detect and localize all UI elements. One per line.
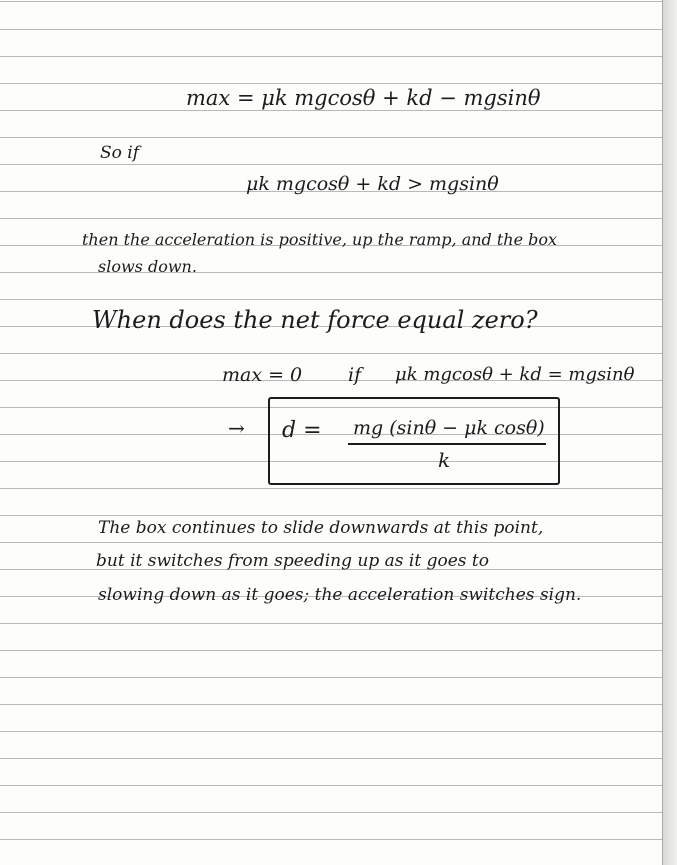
page-edge (662, 0, 677, 865)
fraction-denominator: k (438, 448, 451, 472)
equation-zero-right: μk mgcosθ + kd = mgsinθ (395, 364, 635, 385)
arrow-icon: → (228, 416, 245, 440)
inequality-condition: μk mgcosθ + kd > mgsinθ (246, 173, 499, 195)
equation-zero-left: max = 0 (222, 364, 303, 386)
explanation-line-2: slows down. (98, 257, 197, 276)
conclusion-line-2: but it switches from speeding up as it goes to (96, 551, 489, 571)
conclusion-line-3: slowing down as it goes; the acceleration switches sign. (98, 585, 582, 605)
equation-zero-if: if (348, 364, 362, 386)
d-equals-label: d = (282, 418, 322, 443)
explanation-line-1: then the acceleration is positive, up the ramp, and the box (82, 230, 558, 249)
fraction-numerator: mg (sinθ − μk cosθ) (353, 417, 545, 439)
conclusion-line-1: The box continues to slide downwards at this point, (98, 518, 544, 538)
equation-newton-second-law: max = μk mgcosθ + kd − mgsinθ (186, 86, 541, 110)
question-heading: When does the net force equal zero? (92, 306, 538, 334)
so-if-label: So if (100, 143, 140, 163)
fraction-bar (348, 443, 546, 445)
